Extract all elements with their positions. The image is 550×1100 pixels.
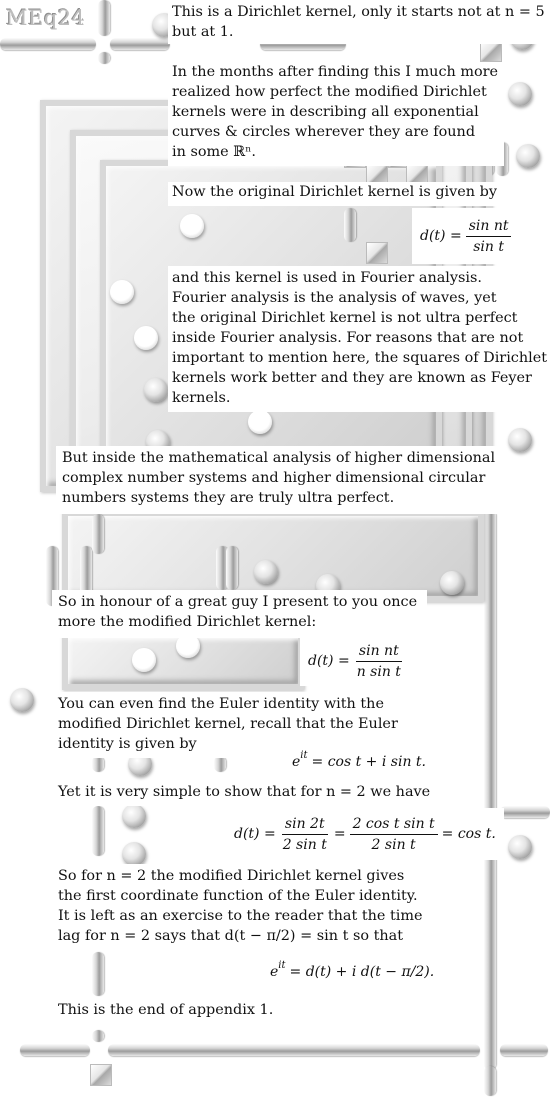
fraction-denominator: n sin t — [356, 663, 401, 680]
fraction-numerator: sin 2t — [282, 815, 328, 835]
fraction — [350, 815, 438, 854]
equation-n2-derivation — [226, 808, 504, 860]
text-line: So for n = 2 the modified Dirichlet kernel gives — [58, 868, 405, 884]
eq-lhs: d(t) = — [420, 228, 462, 244]
text-line: but at 1. — [172, 24, 234, 40]
deco-bar — [500, 806, 550, 818]
deco-bar — [20, 1044, 90, 1056]
deco-knob — [508, 82, 532, 106]
eq-equals: = — [333, 826, 346, 842]
deco-knob — [508, 428, 532, 452]
fraction-numerator: 2 cos t sin t — [350, 815, 438, 835]
deco-knob — [516, 144, 540, 168]
text-line: But inside the mathematical analysis of higher dimensional — [62, 450, 496, 466]
deco-knob — [144, 378, 168, 402]
eq-lhs: d(t) = — [234, 826, 276, 842]
deco-bar — [92, 756, 104, 772]
deco-bar — [92, 806, 104, 856]
eq-base: e — [270, 964, 279, 980]
text-line: in some ℝⁿ. — [172, 144, 256, 160]
equation-dirichlet-original — [412, 208, 523, 264]
honour-paragraph — [52, 590, 427, 638]
text-line: kernels work better and they are known as Feyer — [172, 370, 532, 386]
fraction — [466, 217, 512, 256]
deco-bar — [110, 38, 170, 50]
deco-bar — [214, 756, 226, 772]
text-line: So in honour of a great guy I present to you once — [58, 594, 418, 610]
deco-knob — [10, 688, 34, 712]
fraction — [354, 642, 404, 681]
deco-bar — [0, 38, 96, 50]
text-line: complex number systems and higher dimensional circular — [62, 470, 486, 486]
deco-bar — [226, 546, 238, 590]
deco-knob — [180, 214, 204, 238]
euler-intro-paragraph — [52, 692, 408, 758]
text-line: You can even find the Euler identity with the — [58, 696, 384, 712]
eq-rhs: = cos t + i sin t. — [311, 754, 426, 770]
equation-euler-identity — [284, 750, 434, 774]
fraction-denominator: sin t — [473, 238, 504, 255]
fraction-numerator: sin nt — [356, 642, 402, 662]
deco-bar — [92, 1030, 104, 1042]
eq-exponent: it — [278, 959, 286, 971]
deco-knob — [508, 835, 532, 859]
text-line: the original Dirichlet kernel is not ultra perfect — [172, 310, 518, 326]
text-line: the first coordinate function of the Euler identity. — [58, 888, 418, 904]
fraction-numerator: sin nt — [466, 217, 512, 237]
text-line: In the months after finding this I much more — [172, 64, 499, 80]
deco-bar — [108, 1044, 480, 1056]
text-line: numbers systems they are truly ultra perfect. — [62, 490, 395, 506]
deco-bar — [98, 52, 110, 64]
eq-exponent: it — [300, 749, 308, 761]
fourier-paragraph — [168, 266, 550, 412]
equation-dirichlet-modified — [300, 636, 416, 686]
intro-paragraph — [168, 2, 550, 44]
original-kernel-intro — [168, 182, 503, 206]
deco-bar — [344, 208, 356, 242]
n2-conclusion-paragraph — [52, 864, 433, 950]
deco-tile — [90, 1064, 112, 1086]
text-line: important to mention here, the squares of Dirichlet — [172, 350, 548, 366]
realization-paragraph — [168, 62, 504, 166]
fraction — [280, 815, 330, 854]
text-line: This is a Dirichlet kernel, only it starts not at n = 5 — [172, 4, 545, 20]
eq-rhs: = cos t. — [441, 826, 496, 842]
deco-bar — [500, 1044, 548, 1056]
text-line: more the modified Dirichlet kernel: — [58, 614, 317, 630]
text-line: It is left as an exercise to the reader that the time — [58, 908, 423, 924]
text-line: Yet it is very simple to show that for n = 2 we have — [58, 784, 431, 800]
logo: MEq24 — [6, 6, 86, 30]
deco-knob — [248, 410, 272, 434]
deco-knob — [134, 326, 158, 350]
text-line: inside Fourier analysis. For reasons that are not — [172, 330, 524, 346]
eq-base: e — [292, 754, 301, 770]
text-line: identity is given by — [58, 736, 197, 752]
deco-bar — [98, 0, 110, 36]
text-line: and this kernel is used in Fourier analysis. — [172, 270, 482, 286]
text-line: lag for n = 2 says that d(t − π/2) = sin t so that — [58, 928, 403, 944]
deco-bar — [80, 546, 92, 596]
fraction-denominator: 2 sin t — [371, 836, 416, 853]
text-line: Now the original Dirichlet kernel is given by — [172, 184, 497, 200]
text-line: modified Dirichlet kernel, recall that the Euler — [58, 716, 398, 732]
eq-lhs: d(t) = — [308, 653, 350, 669]
deco-knob — [122, 804, 146, 828]
eq-rhs: = d(t) + i d(t − π/2). — [289, 964, 435, 980]
text-line: This is the end of appendix 1. — [58, 1002, 274, 1018]
deco-panel — [62, 510, 484, 602]
deco-bar — [484, 1066, 496, 1096]
text-line: Fourier analysis is the analysis of waves, yet — [172, 290, 497, 306]
text-line: kernels were in describing all exponential — [172, 104, 479, 120]
deco-bar — [92, 514, 104, 554]
deco-knob — [110, 280, 134, 304]
closing-line — [52, 998, 283, 1026]
deco-knob — [254, 560, 278, 584]
deco-knob — [122, 842, 146, 866]
n2-intro-line — [52, 782, 440, 806]
equation-euler-from-kernel — [262, 958, 442, 986]
text-line: realized how perfect the modified Dirichlet — [172, 84, 487, 100]
text-line: curves & circles wherever they are found — [172, 124, 476, 140]
fraction-denominator: 2 sin t — [282, 836, 327, 853]
text-line: kernels. — [172, 390, 231, 406]
deco-tile — [366, 242, 388, 264]
deco-bar — [92, 952, 104, 996]
deco-bar — [484, 510, 496, 1070]
deco-knob — [440, 571, 464, 595]
deco-knob — [132, 648, 156, 672]
higher-dimension-paragraph — [56, 446, 503, 514]
